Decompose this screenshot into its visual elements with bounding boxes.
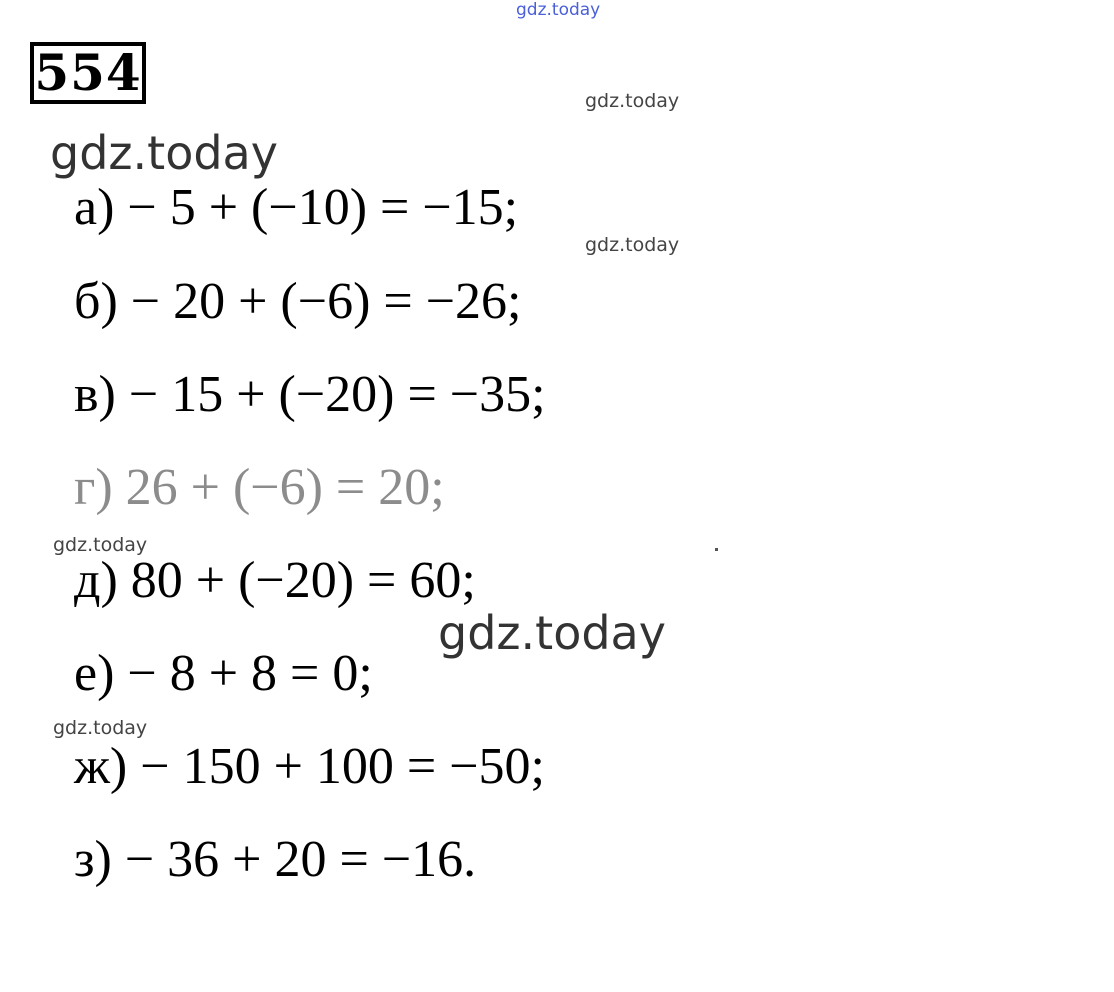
equation-d: д) 80 + (−20) = 60; bbox=[74, 552, 476, 609]
watermark-small: gdz.today bbox=[53, 717, 148, 739]
problem-number-box bbox=[30, 42, 146, 104]
equation-g: г) 26 + (−6) = 20; bbox=[74, 459, 445, 516]
equation-b: б) − 20 + (−6) = −26; bbox=[74, 273, 522, 330]
watermark-small: gdz.today bbox=[585, 234, 680, 256]
equation-z: з) − 36 + 20 = −16. bbox=[74, 831, 477, 888]
equation-e: е) − 8 + 8 = 0; bbox=[74, 645, 373, 702]
equation-a: а) − 5 + (−10) = −15; bbox=[74, 179, 519, 236]
equation-v: в) − 15 + (−20) = −35; bbox=[74, 366, 546, 423]
watermark-small: gdz.today bbox=[53, 534, 148, 556]
watermark-large: gdz.today bbox=[50, 126, 278, 180]
equation-zh: ж) − 150 + 100 = −50; bbox=[74, 738, 545, 795]
watermark-large: gdz.today bbox=[438, 606, 666, 660]
watermark-top: gdz.today bbox=[516, 0, 601, 20]
watermark-small: gdz.today bbox=[585, 90, 680, 112]
speck bbox=[715, 548, 718, 551]
problem-number: 554 bbox=[34, 43, 142, 102]
